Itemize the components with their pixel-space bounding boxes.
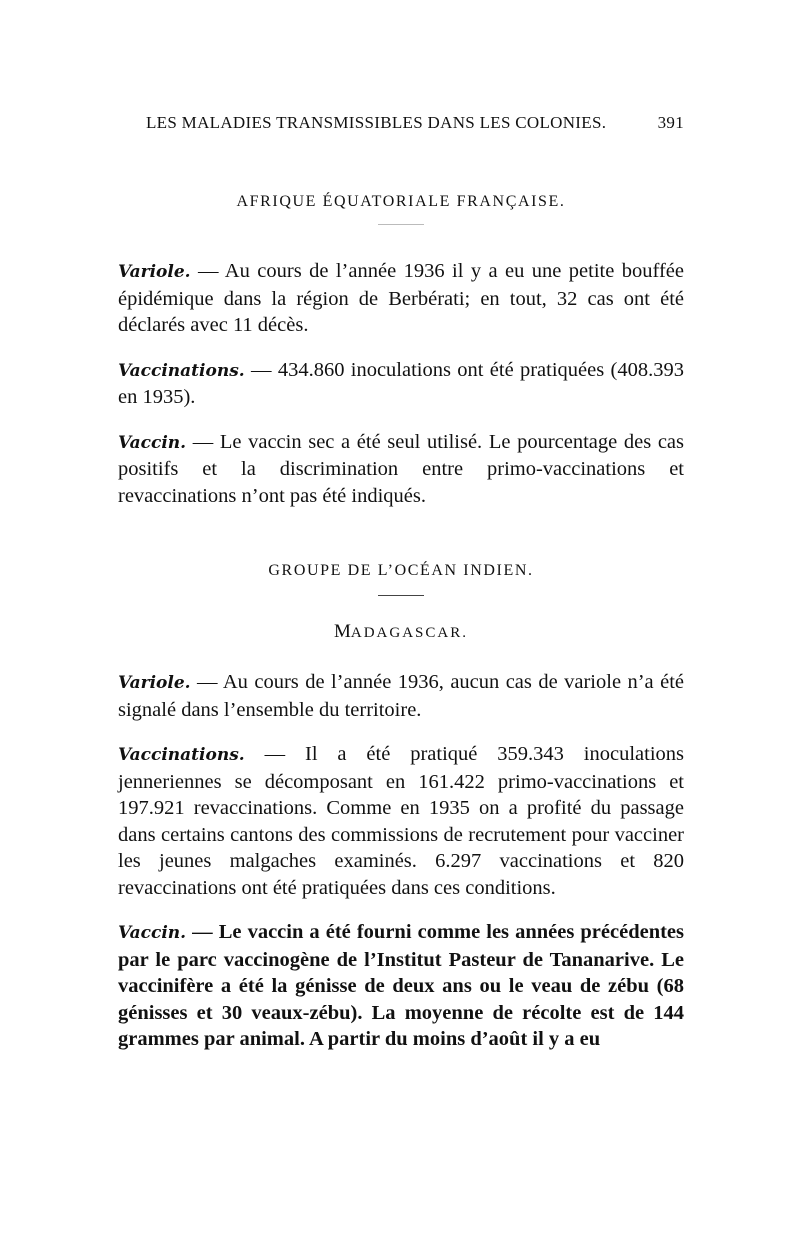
paragraph-text: — 434.860 inoculations ont été pratiquées (408.393 en 1935). <box>118 358 684 408</box>
paragraph-vaccinations-aef <box>118 357 684 411</box>
paragraph-text: — Il a été pratiqué 359.343 inoculations jenneriennes se décomposant en 161.422 primo-vaccinations et 197.921 revaccinations. Comme en 1935 on a profité du passage dans certains cantons des commissions de recrutement pour vacciner les jeunes malgaches examinés. 6.297 vaccinations et 820 revaccinations ont été pratiquées dans ces conditions. <box>118 743 684 899</box>
paragraph-text: — Le vaccin sec a été seul utilisé. Le pourcentage des cas positifs et la discrimination entre primo-vaccinations et revaccinations n’ont pas été indiqués. <box>118 430 684 507</box>
section-title-ocean-indien: GROUPE DE L’OCÉAN INDIEN. <box>268 562 534 579</box>
running-title: LES MALADIES TRANSMISSIBLES DANS LES COLONIES. <box>146 113 607 132</box>
paragraph-lead: Variole. <box>118 673 191 693</box>
section-divider <box>378 224 424 225</box>
section-title-afrique: AFRIQUE ÉQUATORIALE FRANÇAISE. <box>236 193 566 210</box>
paragraph-variole-madagascar <box>118 669 684 723</box>
paragraph-vaccin-madagascar <box>118 919 684 1053</box>
paragraph-variole-aef <box>118 258 684 339</box>
paragraph-vaccin-aef <box>118 429 684 510</box>
paragraph-lead: Vaccin. <box>118 432 187 453</box>
subtitle-initial: M <box>333 621 351 642</box>
subtitle-rest: ADAGASCAR. <box>350 625 468 641</box>
paragraph-lead: Vaccinations. <box>118 745 245 765</box>
paragraph-lead: Vaccin. <box>118 923 187 943</box>
running-header <box>146 112 684 134</box>
paragraph-text: — Au cours de l’année 1936, aucun cas de variole n’a été signalé dans l’ensemble du territoire. <box>118 671 684 721</box>
section-divider <box>378 595 424 596</box>
paragraph-lead: Vaccinations. <box>118 360 245 381</box>
paragraph-text: — Au cours de l’année 1936 il y a eu une petite bouffée épidémique dans la région de Berbérati; en tout, 32 cas ont été déclarés avec 11 décès. <box>118 260 684 336</box>
paragraph-lead: Variole. <box>118 262 191 282</box>
book-page <box>118 112 684 1053</box>
page-number: 391 <box>657 113 684 132</box>
subsection-title-madagascar <box>118 622 684 643</box>
paragraph-vaccinations-madagascar <box>118 741 684 901</box>
paragraph-text: — Le vaccin a été fourni comme les années précédentes par le parc vaccinogène de l’Institut Pasteur de Tananarive. Le vaccinifère a été la génisse de deux ans ou le veau de zébu (68 génisses et 30 veaux-zébu). La moyenne de récolte est de 144 grammes par animal. A partir du moins d’août il y a eu <box>118 921 684 1050</box>
